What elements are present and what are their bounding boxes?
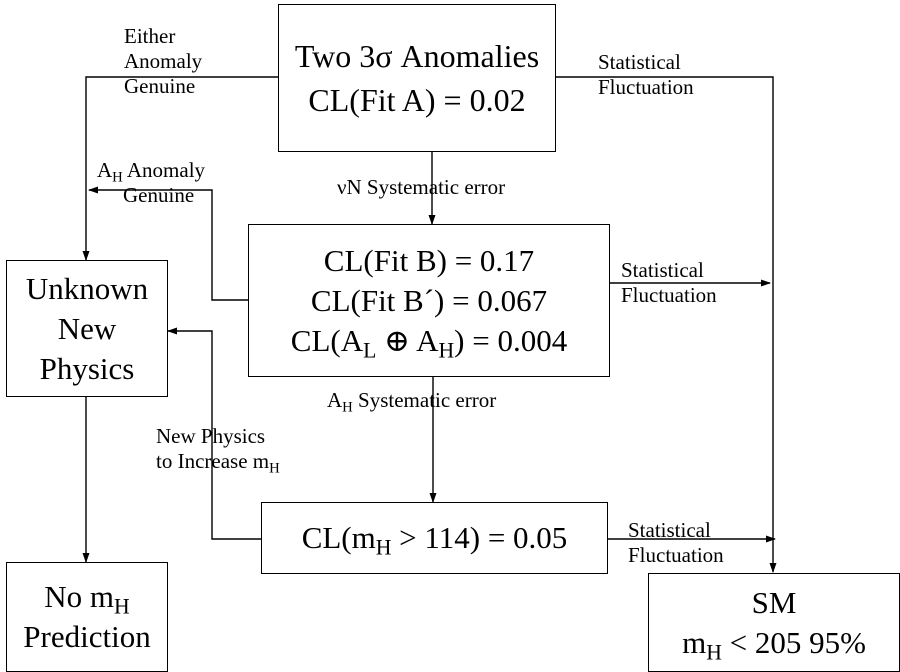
no-prediction-line1: No $m_H$ bbox=[44, 579, 130, 619]
sm-box bbox=[648, 573, 900, 672]
anomalies-box bbox=[278, 4, 556, 152]
label-statistical-fluctuation-2: Statistical Fluctuation bbox=[621, 258, 717, 307]
anomalies-title: Two 3σ Anomalies bbox=[294, 38, 540, 74]
label-statistical-fluctuation-1: Statistical Fluctuation bbox=[598, 50, 694, 99]
label-statistical-fluctuation-3: Statistical Fluctuation bbox=[628, 518, 724, 567]
label-new-physics-increase-mh: New Physics to Increase $m_H$ bbox=[156, 424, 280, 477]
label-either-anomaly-genuine: Either Anomaly Genuine bbox=[124, 24, 203, 98]
unknown-line3: Physics bbox=[39, 350, 135, 386]
unknown-new-physics-box bbox=[6, 260, 168, 397]
label-ah-systematic-error: $A_H$ Systematic error bbox=[327, 388, 497, 416]
fit-b-prime-cl: CL(Fit B´) = 0.067 bbox=[310, 282, 548, 318]
al-ah-combined-cl: $CL(A_L$ ⊕ $A_H) = 0.004$ bbox=[290, 322, 568, 362]
unknown-line1: Unknown bbox=[25, 270, 149, 306]
label-vn-systematic-error: νN Systematic error bbox=[337, 175, 506, 199]
unknown-line2: New bbox=[57, 310, 117, 346]
label-ah-anomaly-genuine: $A_H$ Anomaly Genuine bbox=[97, 158, 206, 207]
no-prediction-line2: Prediction bbox=[23, 619, 151, 654]
mh-limit-cl: $CL(m_H > 114) = 0.05$ bbox=[301, 520, 568, 560]
sm-mh-limit: $m_H < 205$ 95% bbox=[682, 624, 866, 664]
fit-b-box bbox=[248, 224, 610, 377]
mh-limit-box bbox=[261, 502, 608, 574]
no-prediction-box bbox=[6, 562, 168, 672]
sm-title: SM bbox=[751, 584, 797, 620]
fit-b-cl: CL(Fit B) = 0.17 bbox=[323, 242, 535, 278]
fit-a-cl: CL(Fit A) = 0.02 bbox=[308, 82, 526, 118]
